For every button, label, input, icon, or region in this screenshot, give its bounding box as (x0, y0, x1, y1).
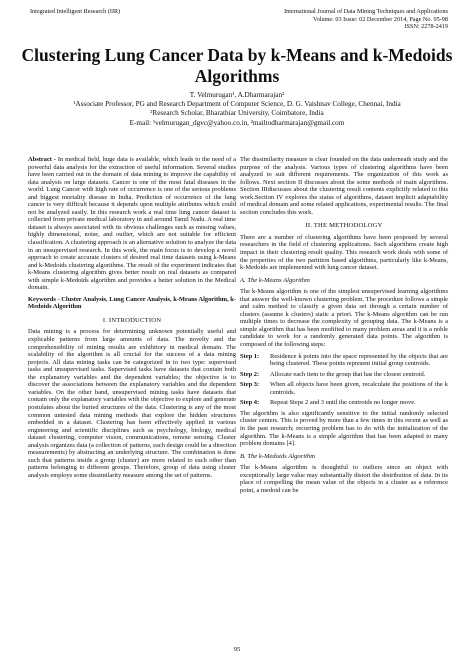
abstract-text: In medical field, huge data is available, which leads to the need of a powerful data analysis for the extraction of useful information. Several studies have been carried out in the domain of data mining to improve the capability of data analysis on large datasets. Cancer is one of the most fatal diseases in the world. Lung Cancer with high rate of occurrence is one of the serious problems and biggest mortality disease in India. Prediction of occurrence of the lung cancer is very difficult because it depends upon multiple attributes which could not be analyzed easily. In this research work a real time lung cancer dataset is collected from private medical laboratory in and around Tamil Nadu. A real time dataset is always associated with its obvious challenges such as missing values, highly dimensional, noise, and outlier, which are not suitable for efficient classification. A clustering approach is an alternative solution to analyze the data in an unsupervised research. In this work, the main focus is to develop a novel approach to create accurate clusters of desired real time datasets using k-Means and k-Medoids clustering algorithms. The result of the experiment indicates that k-Means clustering algorithm gives better result on real datasets as compared with simple k-Medoids algorithm and provides a better solution in the Medical domain. (28, 156, 236, 292)
organization-paragraph: The dissimilarity measure is clear founded on the data underneath study and the purpose of the analysis. Various types of clustering algorithms have been analyzed to suit different requirements. The organization of this work as follows. Next section II discusses about the some methods of main algorithms. Section IIIdiscusses about the clustering result contents explicitly related to this work.Section IV explores the status of algorithms, dataset implicit adaptability of medical domain and some related applications, experimental results. The final section concludes this work. (240, 156, 448, 216)
header-journal-info (218, 8, 448, 31)
subsection-heading-kmedoids: B. The k-Medoids Algorithm (240, 452, 315, 460)
right-column (240, 156, 448, 498)
step-text: Repeat Steps 2 and 3 until the centroids no longer move. (270, 399, 416, 407)
keywords (28, 296, 236, 311)
header-issn: ISSN: 2278-2419 (404, 23, 448, 31)
author-block (20, 91, 454, 128)
subsection-heading-kmeans: A. The k-Means Algorithm (240, 276, 310, 284)
keywords-text: Cluster Analysis, Lung Cancer Analysis, k-Means Algorithm, k-Medoids Algorithm (28, 295, 236, 311)
step-label: Step 3: (240, 381, 260, 389)
header-journal-name: International Journal of Data Mining Techniques and Applications (284, 8, 448, 15)
author-emails: E-mail: ¹velmurugan_dgvc@yahoo.co.in, ²mailtodharmarajan@gmail.com (129, 118, 345, 127)
abstract (28, 156, 236, 292)
step-text: When all objects have been given, recalculate the positions of the k centroids. (270, 381, 448, 396)
step-label: Step 1: (240, 352, 260, 360)
step-text: Allocate each item to the group that has the closest centroid. (270, 370, 426, 378)
left-column (28, 156, 236, 483)
algorithm-steps (240, 353, 448, 407)
kmeans-paragraph: The k-Means algorithm is one of the simplest unsupervised learning algorithms that answer the well-known clustering problem. The procedure follows a simple and calm method to classify a given data set through a certain number of clusters (assume k clusters) static a priori. The k-Means algorithm can be run multiple times to decrease the complexity of grouping data. The k-Means is a simple algorithm that has been modified to many problem areas and it is a noble candidate to work for a randomly generated data points. The algorithm is composed of the following steps: (240, 288, 448, 349)
methodology-paragraph: There are a number of clustering algorithms have been proposed by several researchers in the field of clustering applications. Such algorithms create high impact in their clustering result quality. This research work deals with some of the properties of the two partition based algorithms, particularly like k-Means, k-Medoids are implemented with lung cancer dataset. (240, 233, 448, 272)
step-label: Step 2: (240, 370, 260, 378)
step-item (240, 399, 448, 407)
step-label: Step 4: (240, 399, 260, 407)
keywords-label: Keywords - (28, 295, 60, 303)
abstract-label: Abstract - (28, 156, 56, 163)
step-item (240, 381, 448, 396)
author-names: T. Velmurugan¹, A.Dharmarajan² (189, 91, 285, 99)
author-affiliation-2: ²Research Scholar, Bharathiar University, Coimbatore, India (150, 109, 324, 118)
kmedoids-paragraph: The k-Means algorithm is thoughtful to outliers since an object with exceptionally large value may substantially distort the distribution of data. In its place of compelling the mean value of the objects in a cluster as a reference point, a medoid can be (240, 464, 448, 494)
step-text: Residence k points into the space represented by the objects that are being clustered. These points represent initial group centroids. (270, 352, 448, 368)
header-volume: Volume: 03 Issue: 02 December 2014, Page No. 95-98 (313, 15, 448, 23)
step-item (240, 371, 448, 379)
initialization-paragraph: The algorithm is also significantly sensitive to the initial randomly selected cluster centers. This is proved by more than a few times in this recent as well as in the past research; recurring problem has to do with the initialization of the algorithm. The k-Means is a simple algorithm that has been adapted to many problem domains [4]. (240, 409, 448, 448)
paper-title: Clustering Lung Cancer Data by k-Means and k-Medoids Algorithms (21, 45, 453, 86)
section-heading-methodology: II. THE METHODOLOGY (305, 222, 383, 230)
section-heading-introduction: I. INTRODUCTION (102, 316, 162, 324)
page-number: 95 (233, 646, 241, 653)
step-item (240, 353, 448, 368)
introduction-paragraph: Data mining is a process for determining unknown potentially useful and explicable patterns from large amounts of data. The novelty and the comprehensibility of mining results are exhibitory in medical domain. The scalability of the algorithm is all crucial for the success of a data mining projects. All data mining tasks can be categorized in to two type: supervised tasks and unsupervised tasks. Supervised tasks have datasets that contain both the explanatory variables and the dependent variables; the objective is to discover the associations between the explanatory variables and the dependent variables. On the other hand, unsupervised mining tasks have datasets that contain only the explanatory variables with the objective to explore and generate postulates about the buried structures of the data. Clustering is any of the most common untested data mining methods that explore the hidden structures embedded in a dataset. Clustering has been effectively applied in various engineering and scientific disciplines such as psychology, biology, medical dataset clustering, computer vision, communications, remote sensing. Cluster analysis organizes data (a collection of patterns, each design could be a direction measurements) by abstracting an underlying structure. The combination is done such that patterns inside a group (cluster) are more related to each other than patterns belonging to different groups. Therefore, group of data using cluster analysis employs some dissimilarity measure among the set of patterns. (28, 328, 236, 479)
author-affiliation-1: ¹Associate Professor, PG and Research Department of Computer Science, D. G. Vaishnav College, Chennai, India (73, 100, 401, 109)
header-publisher: Integrated Intelligent Research (IIR) (30, 8, 121, 15)
